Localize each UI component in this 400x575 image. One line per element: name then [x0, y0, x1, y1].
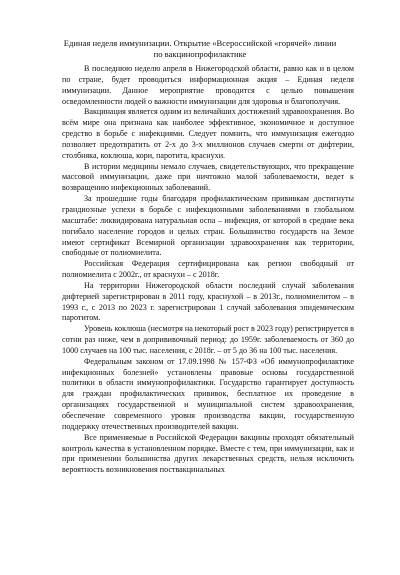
paragraph: Все применяемые в Российской Федерации вакцины проходят обязательный контроль качества в установленном порядке. Вместе с тем, при иммунизации, как и при применении большинства других лекарственных средств, нельзя исключить вероятность возникновения поствакцинальных: [62, 432, 354, 475]
paragraph: Федеральным законом от 17.09.1998 № 157-ФЗ «Об иммунопрофилактике инфекционных болезней» установлены правовые основы государственной политики в области иммунопрофилактики. Государство гарантирует доступность для граждан профилактических прививок, бесплатное их проведение в организациях государственной и муниципальной систем здравоохранения, обеспечение современного уровня производства вакцин, государственную поддержку отечественных производителей вакцин.: [62, 356, 354, 431]
document-title: Единая неделя иммунизации. Открытие «Всероссийской «горячей» линии по вакцинопрофилактике: [63, 38, 337, 59]
paragraph: Вакцинация является одним из величайших достижений здравоохранения. Во всём мире она признана как наиболее эффективное, экономичное и доступное средство в борьбе с инфекциями. Следует помнить, что иммунизация ежегодно позволяет предотвратить от 2-х до 3-х миллионов случаев смерти от дифтерии, столбняка, коклюша, кори, паротита, краснухи.: [62, 107, 354, 160]
paragraph: За прошедшие годы благодаря профилактическим прививкам достигнуты грандиозные успехи в борьбе с инфекционными заболеваниями в глобальном масштабе: ликвидирована натуральная оспа – инфекция, от которой в средние века погибало население городов и целых стран. Большинство государств на Земле имеют сертификат Всемирной организации здравоохранения как территории, свободные от полиомиелита.: [62, 194, 354, 258]
paragraph: Российская Федерация сертифицирована как регион свободный от полиомиелита с 2002г., от краснухи – с 2018г.: [62, 259, 354, 280]
document-body: [62, 64, 354, 476]
paragraph: Уровень коклюша (несмотря на некоторый рост в 2023 году) регистрируется в сотни раз ниже, чем в допрививочный период: до 1959г. заболеваемость от 360 до 1000 случаев на 100 тыс. населения, с 2018г. – от 5 до 36 на 100 тыс. населения.: [62, 324, 354, 355]
paragraph: В последнюю неделю апреля в Нижегородской области, равно как и в целом по стране, будет проводиться информационная акция – Единая неделя иммунизации. Данное мероприятие проводится с целью повышения осведомленности людей о важности иммунизации для здоровья и благополучия.: [62, 64, 354, 106]
paragraph: На территории Нижегородской области последний случай заболевания дифтерией зарегистрирован в 2011 году, краснухой – в 2013г., полиомиелитом – в 1993 г., с 2013 по 2023 г. зарегистрирован 1 случай заболевания эпидемическим паротитом.: [62, 280, 354, 323]
paragraph: В истории медицины немало случаев, свидетельствующих, что прекращение массовой иммунизации, даже при ничтожно малой заболеваемости, ведет к возвращению инфекционных заболеваний.: [62, 161, 354, 193]
